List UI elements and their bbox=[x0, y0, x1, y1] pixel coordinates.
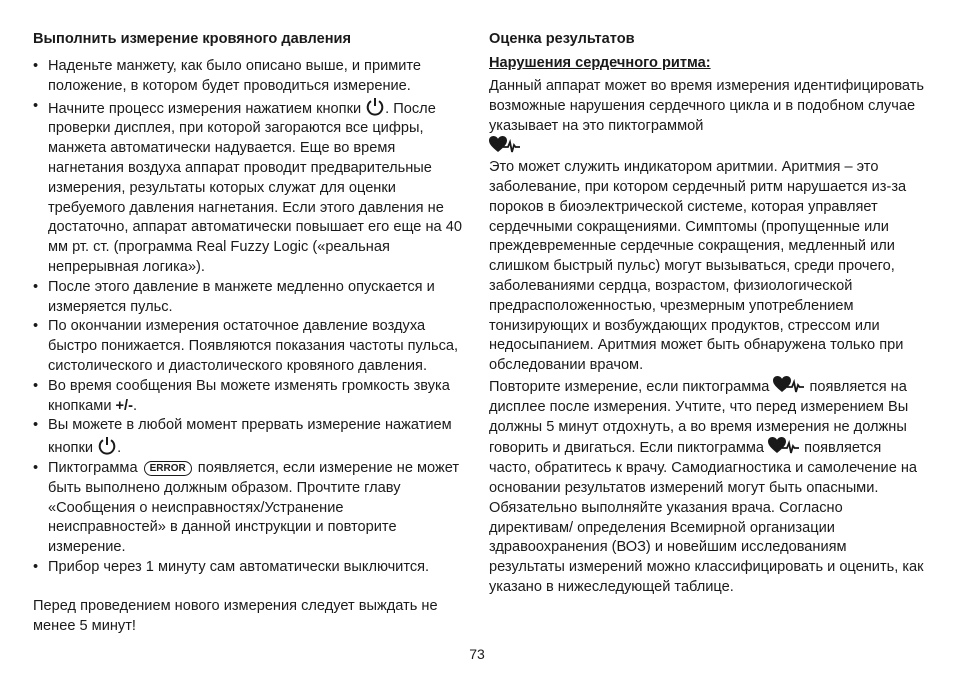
arrhythmia-intro: Данный аппарат может во время измерения идентифицировать возможные нарушения сердечного цикла и в подобном случае указывает на это пиктограммой bbox=[489, 77, 925, 158]
measurement-heading: Выполнить измерение кровяного давления bbox=[33, 31, 352, 47]
arrhythmia-heart-icon bbox=[489, 136, 521, 154]
list-item: • Пиктограмма ERROR появляется, если измерение не может быть выполнено должным образом. Прочтите главу «Сообщения о неисправностях/Устранение неисправностей» в данной инструкции и повторите измерение. bbox=[33, 459, 460, 556]
power-button-icon bbox=[97, 436, 117, 455]
list-item: • Во время сообщения Вы можете изменять громкость звука кнопками +/-. bbox=[33, 377, 450, 414]
plus-minus-symbol: +/- bbox=[115, 397, 133, 414]
arrhythmia-description: Это может служить индикатором аритмии. Аритмия – это заболевание, при котором сердечный ритм нарушается из-за пороков в биоэлектрической системе, которая управляет сердечными сокращениями. Симптомы (пропущенные или преждевременные сердечные сокращения, медленный или слишком быстрый пульс) могут вызываться, среди прочего, заболеваниями сердца, возрастом, физиологической предрасположенностью, чрезмерным употреблением тонизирующих и возбуждающих продуктов, стрессом или недосыпанием. Аритмия может быть обнаружена только при обследовании врачом. bbox=[489, 159, 907, 374]
bullet: • bbox=[33, 318, 39, 335]
power-button-icon bbox=[365, 97, 385, 116]
bullet: • bbox=[33, 58, 39, 74]
list-item: • По окончании измерения остаточное давление воздуха быстро понижается. Появляются показания частоты пульса, систолического и диастолического кровяного давления. bbox=[33, 318, 459, 374]
bullet: • bbox=[33, 377, 39, 394]
list-item: • После этого давление в манжете медленно опускается и измеряется пульс. bbox=[33, 278, 435, 315]
arrhythmia-subheading: Нарушения сердечного ритма: bbox=[489, 55, 711, 71]
list-item: • Вы можете в любой момент прервать измерение нажатием кнопки . bbox=[33, 417, 452, 457]
arrhythmia-heart-icon bbox=[768, 437, 800, 455]
page-number: 73 bbox=[469, 646, 485, 662]
list-item: • Прибор через 1 минуту сам автоматически выключится. bbox=[33, 558, 463, 578]
measurement-steps-list bbox=[33, 57, 463, 578]
arrhythmia-heart-icon bbox=[773, 376, 805, 394]
error-badge: ERROR bbox=[144, 461, 192, 476]
bullet: • bbox=[33, 97, 39, 114]
left-column bbox=[33, 29, 463, 636]
list-item: • Начните процесс измерения нажатием кнопки . После проверки дисплея, при которой загораются все цифры, манжета автоматически надувается. Еще во время нагнетания воздуха аппарат проводит предварительные измерения, результаты которых служат для оценки требуемого давления нагнетания. Если этого давления не достаточно, аппарат автоматически повышает его еще на 40 мм рт. ст. (программа Real Fuzzy Logic («реальная непрерывная логика»). bbox=[33, 97, 462, 275]
evaluation-heading: Оценка результатов bbox=[489, 31, 635, 47]
bullet: • bbox=[33, 459, 39, 476]
bullet: • bbox=[33, 558, 39, 575]
right-column bbox=[489, 29, 925, 598]
bullet: • bbox=[33, 417, 39, 434]
list-item: • Наденьте манжету, как было описано выше, и примите положение, в котором будет проводиться измерение. bbox=[33, 58, 422, 94]
bullet: • bbox=[33, 278, 39, 295]
wait-note: Перед проведением нового измерения следует выждать не менее 5 минут! bbox=[33, 597, 438, 634]
arrhythmia-advice: Повторите измерение, если пиктограмма появляется на дисплее после измерения. Учтите, что перед измерением Вы должны 5 минут отдохнуть, а во время измерения не должны говорить и двигаться. Если пиктограмма появляется часто, обратитесь к врачу. Самодиагностика и самолечение на основании результатов измерений могут быть опасными. Обязательно выполняйте указания врача. Согласно директивам/ определения Всемирной организации здравоохранения (ВОЗ) и новейшим исследованиям результаты измерений можно классифицировать и оценить, как указано в нижеследующей таблице. bbox=[489, 376, 925, 598]
